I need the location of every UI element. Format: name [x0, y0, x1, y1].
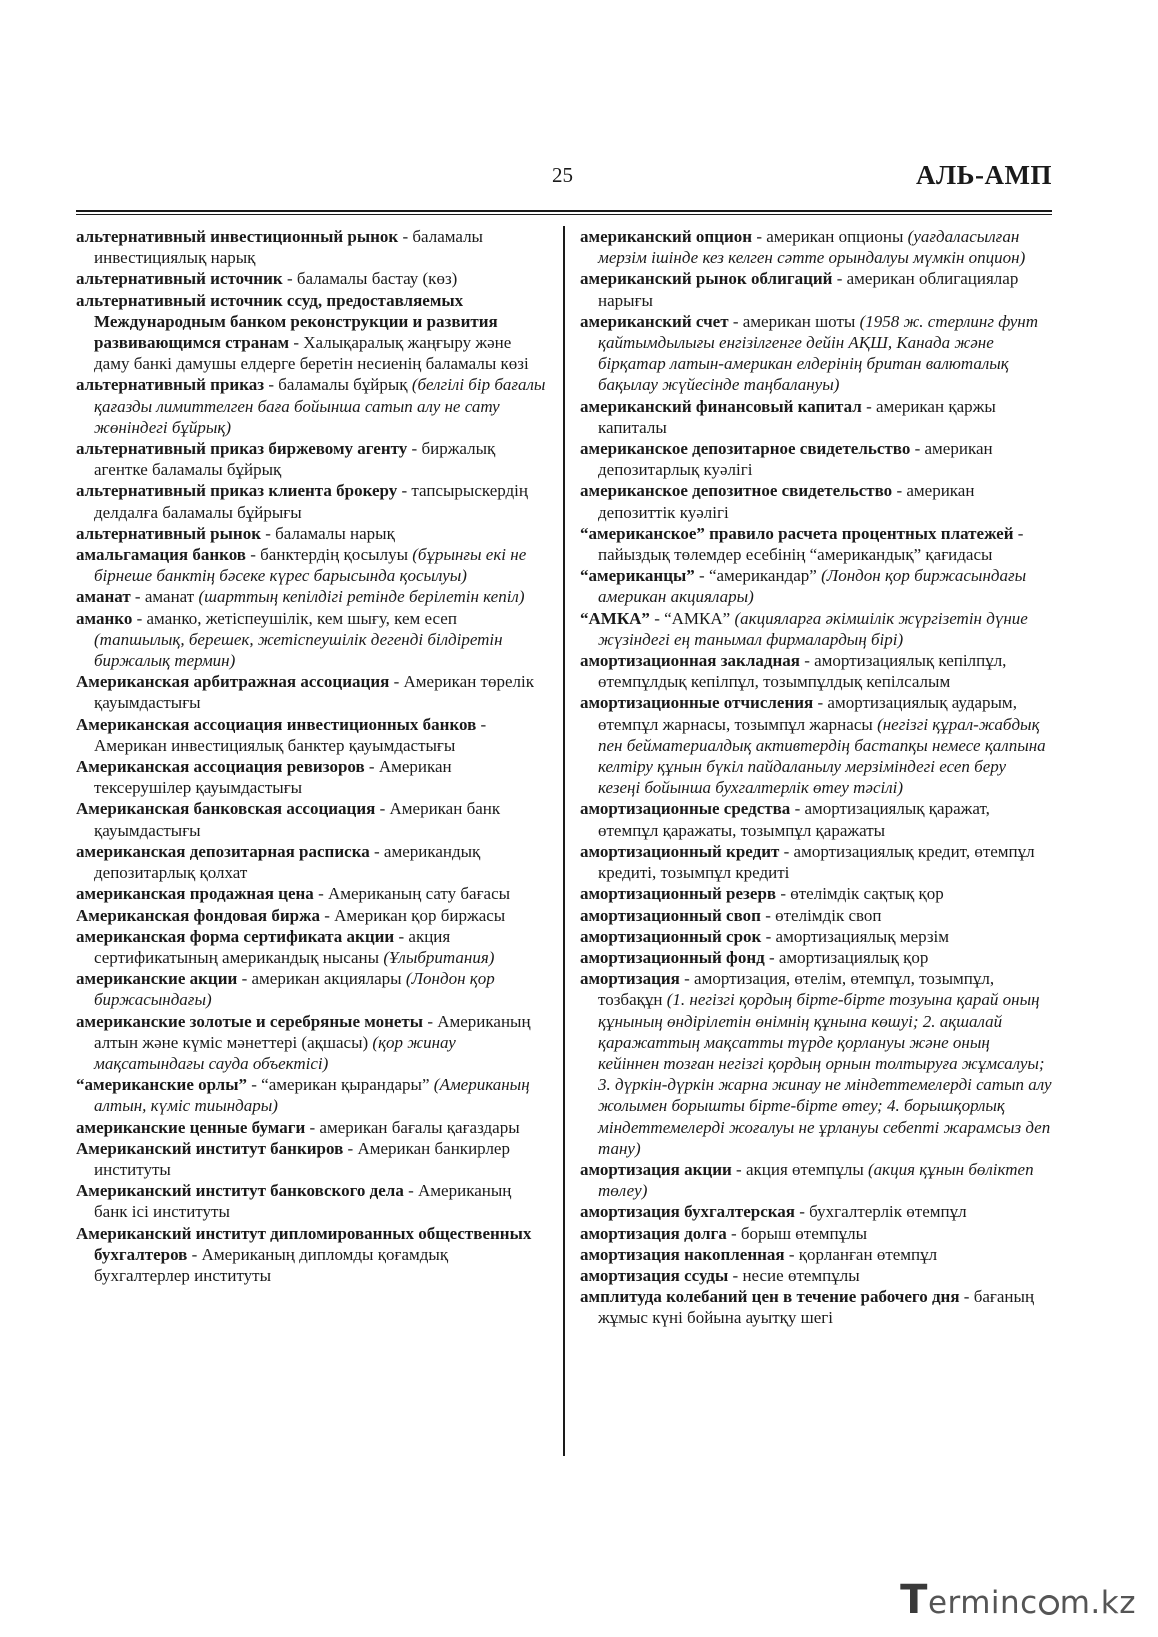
entry-definition: - банктердің қосылуы [245, 545, 413, 565]
entry-term: американские акции [76, 969, 238, 989]
dictionary-entry [580, 226, 1052, 268]
dictionary-entry [76, 290, 546, 375]
entry-definition: - американдық депозитарлық қолхат [94, 841, 481, 883]
entry-term: альтернативный источник [76, 269, 283, 289]
dictionary-entry [76, 883, 546, 904]
entry-definition: - баламалы бастау (көз) [282, 269, 458, 289]
dictionary-entry [580, 523, 1052, 565]
entry-term: амплитуда колебаний цен в течение рабочего дня [580, 1287, 960, 1307]
entry-definition: - Американың банк ісі институты [94, 1181, 512, 1222]
dictionary-entry [580, 692, 1052, 798]
entry-note: (қор жинау мақсатындағы сауда объектісі) [94, 1032, 456, 1073]
dictionary-entry [580, 1244, 1052, 1265]
entry-term: американская продажная цена [76, 884, 314, 904]
entry-term: американский опцион [580, 227, 753, 246]
entry-definition: - өтелімдік сақтық қор [776, 884, 944, 904]
entry-term: амортизационная закладная [580, 651, 800, 671]
entry-definition: - баламалы инвестициялық нарық [94, 227, 483, 268]
logo-letter-t: T [900, 1577, 928, 1623]
entry-term: американские ценные бумаги [76, 1117, 306, 1137]
dictionary-entry [76, 1011, 546, 1075]
entry-term: американские золотые и серебряные монеты [76, 1011, 424, 1031]
entry-note: (Ұлыбритания) [383, 947, 495, 967]
entry-definition: - тапсырыскердің делдалға баламалы бұйрығы [94, 481, 528, 522]
logo-o-ring [1039, 1595, 1059, 1615]
logo-text-part2: m.kz [1059, 1585, 1136, 1621]
entry-note: (белгілі бір бағалы қағазды лимиттелген баға бойынша сатып алу не сату жөніндегі бұйрық) [94, 375, 546, 437]
entry-term: американская депозитарная расписка [76, 841, 370, 861]
entry-definition: - амортизациялық кредит, өтемпұл кредиті, тозымпұл кредиті [598, 841, 1035, 883]
entry-term: Американская банковская ассоциация [76, 799, 376, 819]
entry-definition: - пайыздық төлемдер есебінің “американдық” қағидасы [598, 523, 1024, 565]
entry-definition: - “АМКА” [649, 608, 735, 628]
dictionary-entry [76, 523, 546, 544]
running-head: АЛЬ-АМП [916, 160, 1052, 190]
entry-definition: - амортизациялық кепілпұл, өтемпұлдық кепілпұл, тозымпұлдық кепілсалым [598, 651, 1007, 692]
entry-term: американское депозитарное свидетельство [580, 439, 911, 459]
dictionary-entry [580, 841, 1052, 883]
entry-definition: - Американ тексерушілер қауымдастығы [94, 757, 452, 798]
entry-term: американский счет [580, 311, 729, 331]
entry-definition: - американ акциялары [237, 969, 406, 989]
entry-term: “американское” правило расчета процентных платежей [580, 523, 1014, 543]
entry-definition: - биржалық агентке баламалы бұйрық [94, 439, 496, 480]
dictionary-entry [580, 968, 1052, 1159]
entry-note: (тапшылық, берешек, жетіспеушілік дегенді білдіретін биржалық термин) [94, 629, 503, 671]
entry-definition: - Американ банк қауымдастығы [94, 799, 501, 840]
dictionary-entry [580, 926, 1052, 947]
entry-term: американский рынок облигаций [580, 269, 833, 289]
entry-definition: - американ облигациялар нарығы [598, 269, 1019, 310]
entry-definition: - американ шоты [728, 311, 860, 331]
entry-definition: - американ опционы [752, 227, 908, 246]
entry-definition: - амортизациялық аударым, өтемпұл жарнасы, тозымпұл жарнасы [598, 693, 1017, 734]
entry-definition: - Американ төрелік қауымдастығы [94, 672, 535, 713]
entry-definition: - борыш өтемпұлы [726, 1223, 868, 1243]
entry-definition: - Американ банкирлер институты [94, 1138, 510, 1179]
dictionary-entry [580, 396, 1052, 438]
entry-definition: - Американың алтын және күміс мәнеттері (ақшасы) [94, 1011, 531, 1052]
entry-note: (1. негізгі қордың бірте-бірте тозуына қарай оның құнының өндірілетін өнімнің құнына көшуі; 2. ақшалай қаражаттың мақсатты түрде қорлануы және оның кейіннен тозған негізгі қордың орнын толтыруға жұмсалуы; 3. дүркін-дүркін жарна жинау не міндеттемелерді сатып алу жолымен борышты бірте-бірте өтеу; 4. борышқорлық міндеттемелерді жоғалуы не ұрлануы себепті жарамсыз деп тану) [598, 990, 1052, 1158]
entry-definition: - амортизация, өтелім, өтемпұл, тозымпұл, тозбақұн [598, 969, 995, 1010]
dictionary-entry [76, 544, 546, 586]
entry-term: Американский институт дипломированных общественных бухгалтеров [76, 1223, 532, 1264]
entry-definition: - аманко, жетіспеушілік, кем шығу, кем есеп [132, 608, 457, 628]
entry-term: Американская арбитражная ассоциация [76, 672, 390, 692]
site-logo [900, 1577, 1136, 1623]
entry-term: Американский институт банковского дела [76, 1181, 404, 1201]
entry-term: амортизация акции [580, 1159, 732, 1179]
entry-term: амортизационный фонд [580, 947, 765, 967]
entry-term: амортизация бухгалтерская [580, 1202, 795, 1222]
entry-note: (Лондон қор биржасындағы) [94, 969, 495, 1010]
dictionary-entry [76, 1223, 546, 1287]
entry-note: (негізгі құрал-жабдық пен бейматериалдық активтердің бастапқы немесе қалпына келтіру құнын бүкіл пайдаланылу мерзіміндегі есеп беру кезеңі бойынша бухгалтерлік өтеу тәсілі) [598, 714, 1046, 798]
entry-definition: - несие өтемпұлы [728, 1265, 860, 1285]
entry-note: (уағдаласылған мерзім ішінде кез келген сәтте орындалуы мүмкін опцион) [598, 227, 1026, 268]
dictionary-entry [76, 756, 546, 798]
entry-definition: - американ қаржы капиталы [598, 396, 996, 437]
dictionary-entry [76, 1138, 546, 1180]
dictionary-entry [580, 1201, 1052, 1222]
entry-term: Американская ассоциация инвестиционных банков [76, 714, 477, 734]
entry-term: альтернативный приказ [76, 375, 265, 395]
entry-definition: - өтелімдік своп [760, 905, 882, 925]
dictionary-entry [580, 650, 1052, 692]
entry-term: “американские орлы” [76, 1075, 247, 1095]
entry-term: амортизационный срок [580, 926, 762, 946]
entry-definition: - бағаның жұмыс күні бойына ауытқу шегі [598, 1287, 1035, 1328]
dictionary-entry [580, 798, 1052, 840]
entry-note: (бұрынғы екі не бірнеше банктің бәсеке күрес барысында қосылуы) [94, 545, 527, 586]
dictionary-entry [76, 926, 546, 968]
dictionary-entry [580, 268, 1052, 310]
entry-definition: - “американдар” [694, 566, 822, 586]
dictionary-entry [76, 671, 546, 713]
entry-term: Американский институт банкиров [76, 1138, 344, 1158]
entry-term: амортизационный резерв [580, 884, 777, 904]
entry-term: аманко [76, 608, 133, 628]
entry-term: амортизационный кредит [580, 841, 780, 861]
dictionary-entry [76, 1074, 546, 1116]
entry-definition: - амортизациялық қор [764, 947, 929, 967]
entry-definition: - баламалы нарық [261, 523, 395, 543]
entry-term: альтернативный источник ссуд, предоставляемых Международным банком реконструкции и развития развивающимся странам [76, 290, 498, 353]
entry-definition: - баламалы бұйрық [264, 375, 412, 395]
entry-definition: - амортизациялық мерзім [761, 926, 950, 946]
entry-term: Американская ассоциация ревизоров [76, 757, 365, 777]
entry-term: амортизация долга [580, 1223, 727, 1243]
entry-definition: - аманат [130, 587, 199, 607]
header-rule-thin [76, 214, 1052, 215]
dictionary-entry [76, 608, 546, 672]
entry-definition: - “американ қырандары” [246, 1075, 434, 1095]
entry-term: амортизационные средства [580, 799, 791, 819]
entry-term: американский финансовый капитал [580, 396, 862, 416]
entry-term: американская форма сертификата акции [76, 926, 395, 946]
entry-term: амортизационный своп [580, 905, 761, 925]
page-number: 25 [552, 163, 573, 187]
dictionary-entry [76, 374, 546, 438]
dictionary-entry [580, 1223, 1052, 1244]
dictionary-entry [76, 226, 546, 268]
entry-definition: - қорланған өтемпұл [784, 1244, 938, 1264]
dictionary-entry [76, 1117, 546, 1138]
entry-definition: - американ бағалы қағаздары [305, 1117, 520, 1137]
column-divider [563, 226, 565, 1456]
entry-definition: - американ депозитарлық куәлігі [598, 439, 993, 480]
entry-term: альтернативный рынок [76, 523, 261, 543]
entry-term: амортизация ссуды [580, 1265, 729, 1285]
dictionary-entry [580, 947, 1052, 968]
entry-term: Американская фондовая биржа [76, 905, 320, 925]
entry-definition: - акция сертификатының американдық нысаны [94, 926, 451, 967]
entry-note: (1958 ж. стерлинг фунт қайтымдылығы енгізілгенге дейін АҚШ, Канада және бірқатар латын-американ елдерінің британ валюталық бақылау жүйесінде таңбалануы) [598, 311, 1038, 395]
entry-note: (Американың алтын, күміс тиындары) [94, 1075, 530, 1116]
entry-term: аманат [76, 587, 131, 607]
header-rule-thick [76, 210, 1052, 212]
dictionary-entry [76, 1180, 546, 1222]
dictionary-entry [580, 1265, 1052, 1286]
dictionary-entry [580, 565, 1052, 607]
entry-definition: - Американың сату бағасы [313, 884, 511, 904]
dictionary-entry [580, 1286, 1052, 1328]
entry-term: американское депозитное свидетельство [580, 481, 893, 501]
dictionary-entry [76, 586, 546, 607]
dictionary-entry [76, 968, 546, 1010]
entry-term: амальгамация банков [76, 545, 246, 565]
entry-note: (шарттың кепілдігі ретінде берілетін кепіл) [198, 587, 525, 607]
entry-term: амортизационные отчисления [580, 693, 814, 713]
dictionary-entry [580, 905, 1052, 926]
dictionary-entry [76, 798, 546, 840]
dictionary-entry [580, 608, 1052, 650]
entry-term: амортизация [580, 969, 680, 989]
dictionary-entry [580, 883, 1052, 904]
entry-term: альтернативный приказ клиента брокеру [76, 481, 398, 501]
logo-text-part1: erminc [927, 1585, 1038, 1621]
dictionary-entry [76, 714, 546, 756]
entry-definition: - амортизациялық қаражат, өтемпұл қаражаты, тозымпұл қаражаты [598, 799, 990, 840]
entry-definition: - Американ қор биржасы [319, 905, 506, 925]
entry-term: “АМКА” [580, 608, 650, 628]
entry-term: амортизация накопленная [580, 1244, 785, 1264]
dictionary-entry [76, 841, 546, 883]
right-column [580, 226, 1052, 1329]
entry-definition: - бухгалтерлік өтемпұл [795, 1202, 967, 1222]
entry-note: (акция құнын бөліктеп төлеу) [598, 1159, 1034, 1201]
entry-definition: - акция өтемпұлы [731, 1159, 868, 1179]
dictionary-entry [76, 905, 546, 926]
dictionary-entry [580, 1159, 1052, 1201]
entry-term: альтернативный приказ биржевому агенту [76, 439, 408, 459]
dictionary-entry [76, 268, 546, 289]
dictionary-entry [580, 480, 1052, 522]
entry-definition: - Американың дипломды қоғамдық бухгалтерлер институты [94, 1244, 449, 1285]
dictionary-entry [580, 438, 1052, 480]
dictionary-entry [580, 311, 1052, 396]
entry-definition: - Американ инвестициялық банктер қауымдастығы [94, 714, 487, 755]
left-column [76, 226, 546, 1286]
entry-definition: - Халықаралық жаңғыру және даму банкі дамушы елдерге беретін несиенің баламалы көзі [94, 333, 529, 374]
entry-note: (Лондон қор биржасындағы американ акциялары) [598, 566, 1027, 607]
entry-term: “американцы” [580, 566, 695, 586]
entry-note: (акцияларға әкімшілік жүргізетін дүние жүзіндегі ең танымал фирмалардың бірі) [598, 608, 1028, 649]
entry-definition: - американ депозиттік куәлігі [598, 481, 975, 522]
entry-term: альтернативный инвестиционный рынок [76, 227, 399, 246]
dictionary-entry [76, 480, 546, 522]
dictionary-entry [76, 438, 546, 480]
